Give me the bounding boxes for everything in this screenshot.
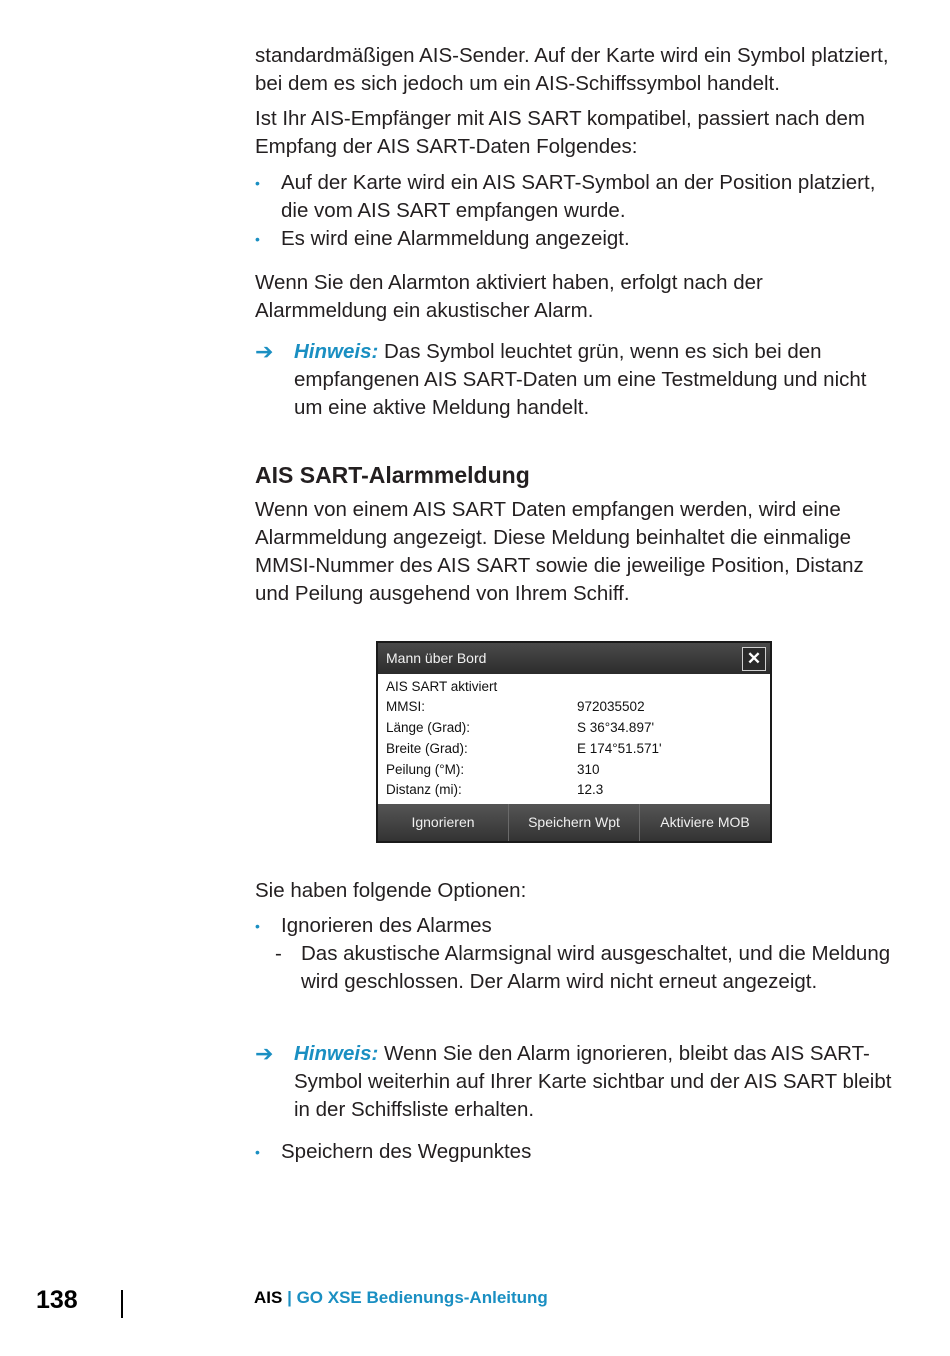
note-label: Hinweis:: [294, 340, 379, 363]
bullet-icon: •: [255, 918, 260, 934]
bullet-icon: •: [255, 175, 260, 191]
list-item-text: Speichern des Wegpunktes: [281, 1140, 532, 1163]
footer-separator: |: [287, 1288, 292, 1307]
list-item: [255, 225, 895, 253]
note-2: [255, 1040, 895, 1124]
paragraph-4: Wenn von einem AIS SART Daten empfangen werden, wird eine Alarmmeldung angezeigt. Diese Meldung beinhaltet die einmalige MMSI-Nummer des AIS SART sowie die jeweilige Position, Distanz und Peilung ausgehend von Ihrem Schiff.: [255, 498, 864, 605]
dialog-row: [386, 741, 766, 761]
row-value: 972035502: [577, 699, 645, 714]
row-value: 310: [577, 762, 600, 777]
note-label: Hinweis:: [294, 1042, 379, 1065]
paragraph-3: Wenn Sie den Alarmton aktiviert haben, erfolgt nach der Alarmmeldung ein akustischer Alarm.: [255, 271, 763, 322]
dialog-title-bar: [378, 643, 770, 674]
list-item-text: Es wird eine Alarmmeldung angezeigt.: [281, 227, 630, 250]
close-icon[interactable]: ✕: [742, 647, 766, 671]
row-label: MMSI:: [386, 699, 425, 714]
list-item-text: Auf der Karte wird ein AIS SART-Symbol an der Position platziert, die vom AIS SART empfangen wurde.: [281, 171, 876, 222]
section-heading: AIS SART-Alarmmeldung: [255, 462, 530, 488]
row-value: E 174°51.571': [577, 741, 662, 756]
footer-divider: [121, 1290, 123, 1318]
paragraph-5: Sie haben folgende Optionen:: [255, 879, 527, 902]
dialog-row: [386, 762, 766, 782]
list-item: [255, 169, 895, 225]
status-text: AIS SART aktiviert: [386, 679, 498, 694]
arrow-right-icon: ➔: [255, 339, 274, 364]
row-label: Distanz (mi):: [386, 782, 462, 797]
sub-list-item: [255, 940, 895, 1024]
arrow-right-icon: ➔: [255, 1041, 274, 1066]
paragraph-2: Ist Ihr AIS-Empfänger mit AIS SART kompatibel, passiert nach dem Empfang der AIS SART-Daten Folgendes:: [255, 107, 865, 158]
activate-mob-button[interactable]: Aktiviere MOB: [660, 814, 750, 830]
save-waypoint-button[interactable]: Speichern Wpt: [509, 804, 640, 841]
row-label: Breite (Grad):: [386, 741, 468, 756]
bullet-icon: •: [255, 1144, 260, 1160]
bullet-icon: •: [255, 231, 260, 247]
row-label: Länge (Grad):: [386, 720, 471, 735]
dialog-row: [386, 699, 766, 719]
footer-section: AIS: [254, 1288, 283, 1307]
footer-document: GO XSE Bedienungs-Anleitung: [296, 1288, 548, 1307]
row-value: 12.3: [577, 782, 604, 797]
footer-text: [254, 1288, 548, 1308]
dialog-button-bar: [378, 804, 770, 841]
paragraph-1: standardmäßigen AIS-Sender. Auf der Karte wird ein Symbol platziert, bei dem es sich jedoch um ein AIS-Schiffssymbol handelt.: [255, 44, 889, 95]
dialog-row: [386, 782, 766, 802]
list-item: [255, 912, 895, 940]
note-text: Das Symbol leuchtet grün, wenn es sich bei den empfangenen AIS SART-Daten um eine Testmeldung und nicht um eine aktive Meldung handelt.: [294, 340, 867, 419]
mob-alarm-dialog: [376, 641, 772, 843]
ignore-button[interactable]: Ignorieren: [378, 804, 509, 841]
list-item: [255, 1138, 895, 1166]
dash-icon: -: [275, 942, 282, 965]
note-text: Wenn Sie den Alarm ignorieren, bleibt das AIS SART-Symbol weiterhin auf Ihrer Karte sichtbar und der AIS SART bleibt in der Schiffsliste erhalten.: [294, 1042, 892, 1121]
dialog-status: [386, 679, 766, 699]
page-number: 138: [36, 1286, 78, 1314]
row-value: S 36°34.897': [577, 720, 655, 735]
sub-list-item-text: Das akustische Alarmsignal wird ausgeschaltet, und die Meldung wird geschlossen. Der Alarm wird nicht erneut angezeigt.: [301, 942, 891, 993]
list-item-text: Ignorieren des Alarmes: [281, 914, 492, 937]
note-1: [255, 338, 895, 422]
dialog-row: [386, 720, 766, 740]
row-label: Peilung (°M):: [386, 762, 465, 777]
dialog-title: Mann über Bord: [386, 650, 487, 666]
